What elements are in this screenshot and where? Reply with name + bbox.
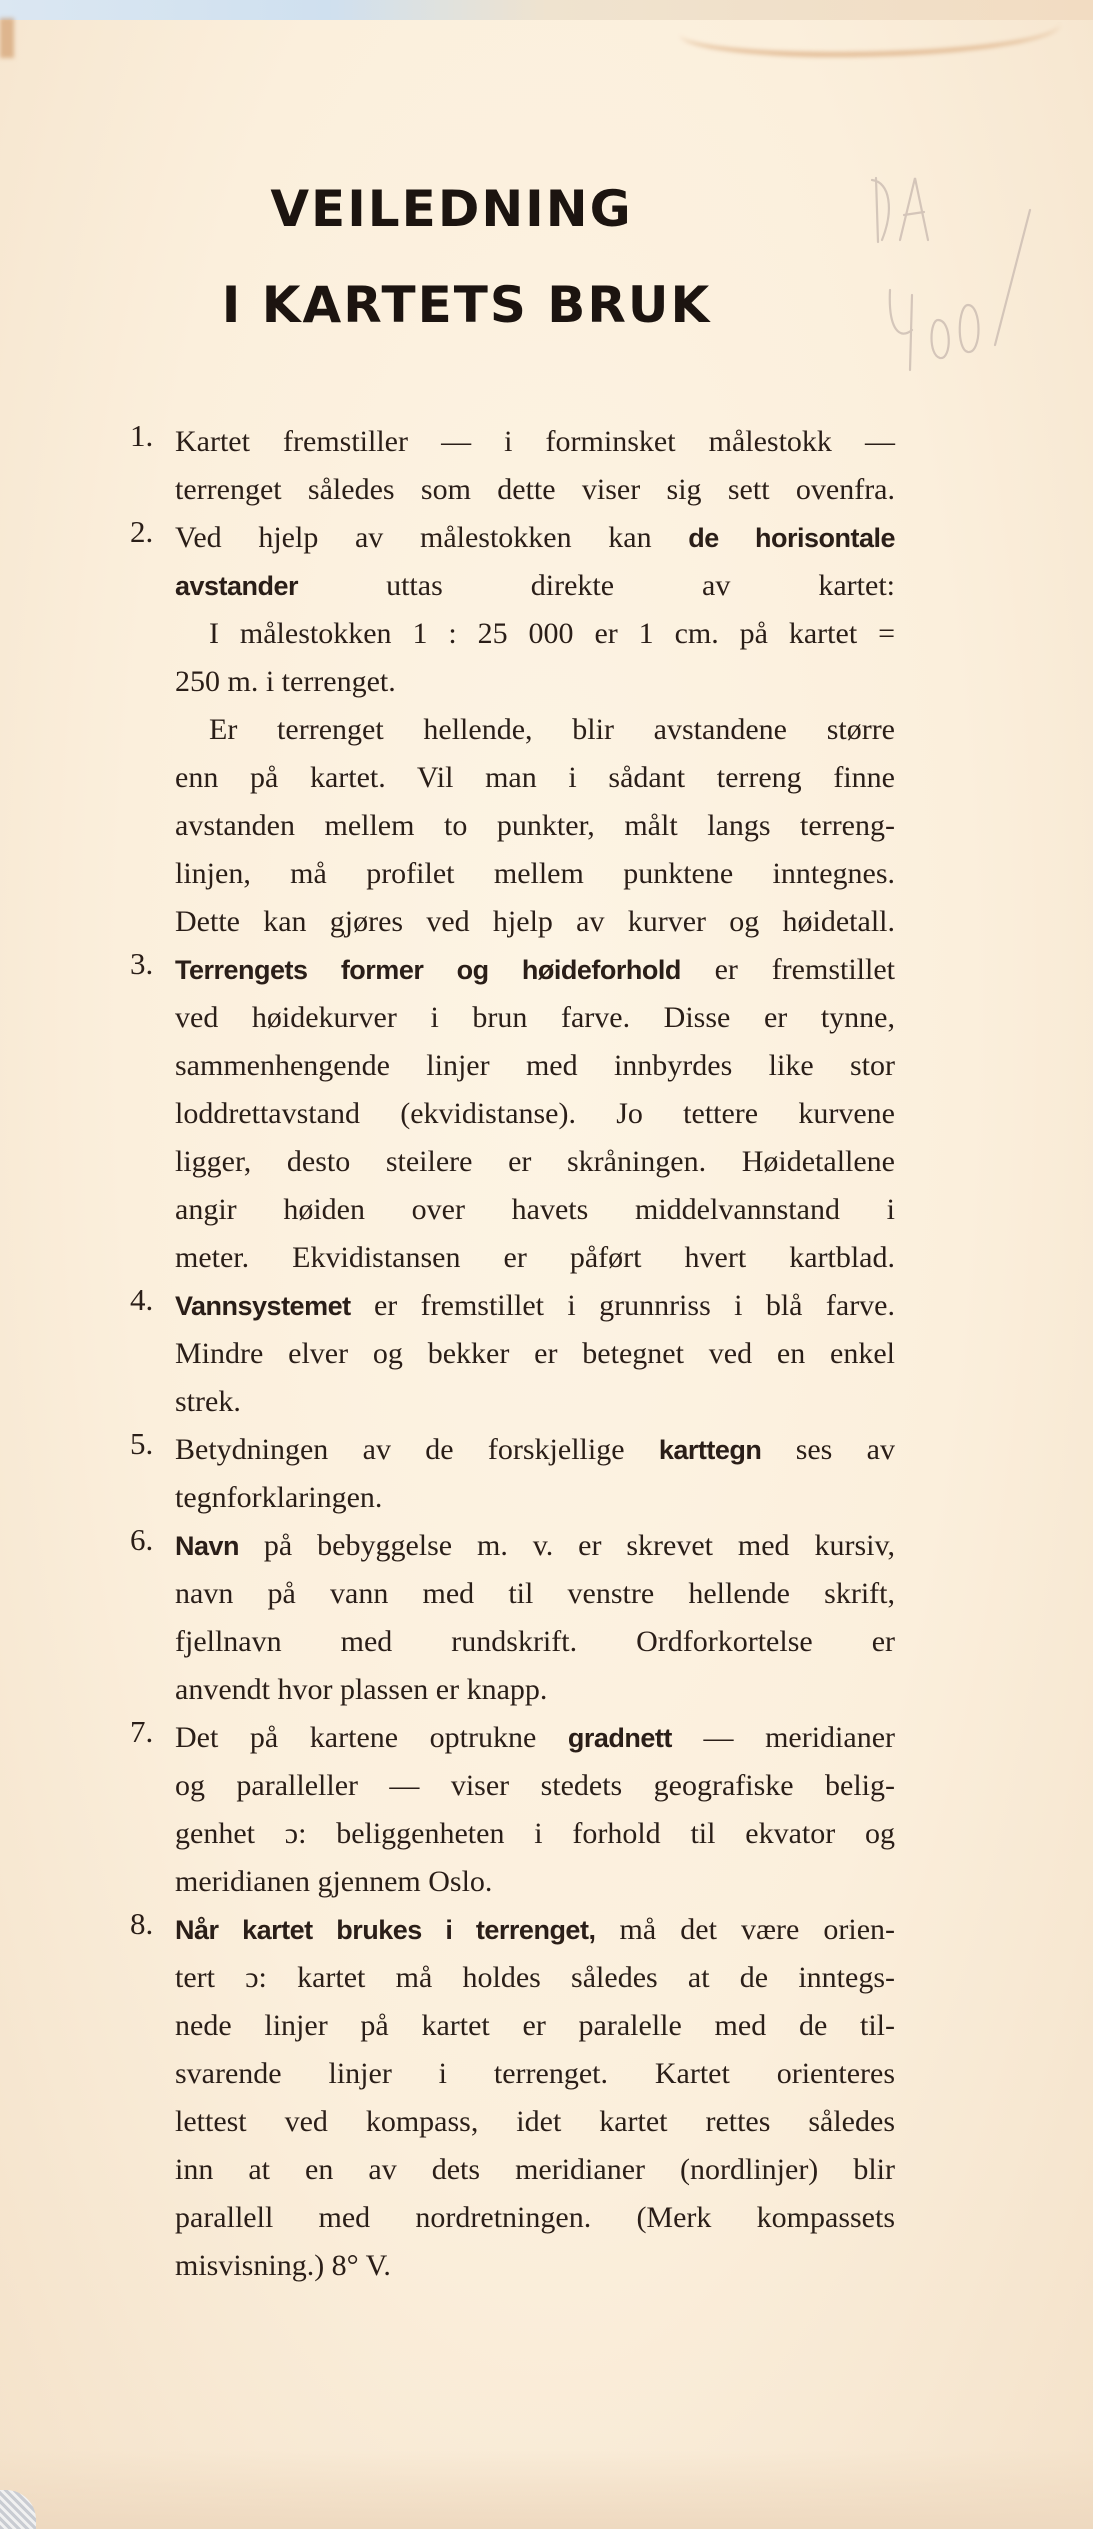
text-line: og paralleller — viser stedets geografiske belig- bbox=[175, 1769, 895, 1802]
bold-term: Navn bbox=[175, 1531, 240, 1561]
text-line: ligger, desto steilere er skråningen. Høidetallene bbox=[175, 1145, 895, 1178]
bold-term: gradnett bbox=[567, 1723, 672, 1753]
text-line: lettest ved kompass, idet kartet rettes således bbox=[175, 2105, 895, 2138]
text-line: nede linjer på kartet er paralelle med de til- bbox=[175, 2009, 895, 2042]
text-line: fjellnavn med rundskrift. Ordforkortelse er bbox=[175, 1625, 895, 1658]
text-line: Er terrenget hellende, blir avstandene større bbox=[209, 713, 895, 746]
text-line: parallell med nordretningen. (Merk kompassets bbox=[175, 2201, 895, 2234]
item-number: 1. bbox=[130, 418, 154, 453]
bold-term: Når kartet brukes i terrenget, bbox=[175, 1915, 596, 1945]
text-line: tert ɔ: kartet må holdes således at de inntegs- bbox=[175, 1961, 895, 1994]
text-line: anvendt hvor plassen er knapp. bbox=[175, 1673, 548, 1706]
text-run: ses av bbox=[761, 1433, 895, 1466]
item-number: 5. bbox=[130, 1426, 154, 1461]
text-line: meridianen gjennem Oslo. bbox=[175, 1865, 493, 1898]
text-line: tegnforklaringen. bbox=[175, 1481, 383, 1514]
text-line bbox=[175, 946, 895, 994]
text-line: strek. bbox=[175, 1385, 241, 1418]
list-item bbox=[130, 1282, 900, 1426]
list-item bbox=[130, 418, 900, 514]
text-line bbox=[175, 1714, 895, 1762]
text-line bbox=[175, 1282, 895, 1330]
list-item bbox=[130, 1714, 900, 1906]
list-item bbox=[130, 514, 900, 946]
list-item bbox=[130, 1906, 900, 2290]
text-line bbox=[175, 1522, 895, 1570]
paper-fold bbox=[0, 2450, 1093, 2529]
item-number: 2. bbox=[130, 514, 154, 549]
text-line bbox=[175, 1906, 895, 1954]
item-number: 3. bbox=[130, 946, 154, 981]
bold-term: Terrengets former og høideforhold bbox=[175, 955, 681, 985]
text-line: meter. Ekvidistansen er påført hvert kartblad. bbox=[175, 1241, 895, 1274]
text-run: Ved hjelp av målestokken kan bbox=[175, 521, 689, 554]
instruction-list bbox=[130, 418, 900, 2290]
item-number: 7. bbox=[130, 1714, 154, 1749]
text-line bbox=[175, 514, 895, 562]
water-stain-left bbox=[0, 18, 14, 58]
item-number: 8. bbox=[130, 1906, 154, 1941]
text-run: Det på kartene optrukne bbox=[175, 1721, 568, 1754]
text-line: loddrettavstand (ekvidistanse). Jo tettere kurvene bbox=[175, 1097, 895, 1130]
text-line: Kartet fremstiller — i forminsket målestokk — bbox=[175, 425, 895, 458]
document-title-line-1: VEILEDNING bbox=[270, 180, 633, 238]
text-run: på bebyggelse m. v. er skrevet med kursiv, bbox=[239, 1529, 895, 1562]
text-line: 250 m. i terrenget. bbox=[175, 665, 396, 698]
bold-term: karttegn bbox=[658, 1435, 762, 1465]
text-line: Mindre elver og bekker er betegnet ved en enkel bbox=[175, 1337, 895, 1370]
list-item bbox=[130, 1426, 900, 1522]
list-item bbox=[130, 1522, 900, 1714]
text-line: linjen, må profilet mellem punktene inntegnes. bbox=[175, 857, 895, 890]
bold-term: de horisontale bbox=[688, 523, 896, 553]
text-line bbox=[175, 562, 895, 610]
text-line: Dette kan gjøres ved hjelp av kurver og høidetall. bbox=[175, 905, 895, 938]
text-line: avstanden mellem to punkter, målt langs terreng- bbox=[175, 809, 895, 842]
bold-term: Vannsystemet bbox=[175, 1291, 351, 1321]
text-line: ved høidekurver i brun farve. Disse er tynne, bbox=[175, 1001, 895, 1034]
text-run: — meridianer bbox=[671, 1721, 895, 1754]
text-line: misvisning.) 8° V. bbox=[175, 2249, 391, 2282]
text-line: I målestokken 1 : 25 000 er 1 cm. på kartet = bbox=[209, 617, 895, 650]
handwritten-pencil-note bbox=[860, 170, 1060, 390]
text-line: terrenget således som dette viser sig sett ovenfra. bbox=[175, 473, 895, 506]
text-run: er fremstillet bbox=[680, 953, 895, 986]
text-line: genhet ɔ: beliggenheten i forhold til ekvator og bbox=[175, 1817, 895, 1850]
text-run: må det være orien- bbox=[595, 1913, 896, 1946]
text-line: angir høiden over havets middelvannstand i bbox=[175, 1193, 895, 1226]
text-line bbox=[175, 1426, 895, 1474]
text-line: inn at en av dets meridianer (nordlinjer) blir bbox=[175, 2153, 895, 2186]
document-title-line-2: I KARTETS BRUK bbox=[221, 276, 712, 334]
item-number: 4. bbox=[130, 1282, 154, 1317]
text-line: enn på kartet. Vil man i sådant terreng finne bbox=[175, 761, 895, 794]
bold-term: avstander bbox=[175, 571, 299, 601]
text-run: Betydningen av de forskjellige bbox=[175, 1433, 659, 1466]
text-run: uttas direkte av kartet: bbox=[298, 569, 895, 602]
water-stain bbox=[680, 2, 1060, 57]
text-run: er fremstillet i grunnriss i blå farve. bbox=[350, 1289, 895, 1322]
text-line: sammenhengende linjer med innbyrdes like stor bbox=[175, 1049, 895, 1082]
list-item bbox=[130, 946, 900, 1282]
text-line: svarende linjer i terrenget. Kartet orienteres bbox=[175, 2057, 895, 2090]
item-number: 6. bbox=[130, 1522, 154, 1557]
text-line: navn på vann med til venstre hellende skrift, bbox=[175, 1577, 895, 1610]
